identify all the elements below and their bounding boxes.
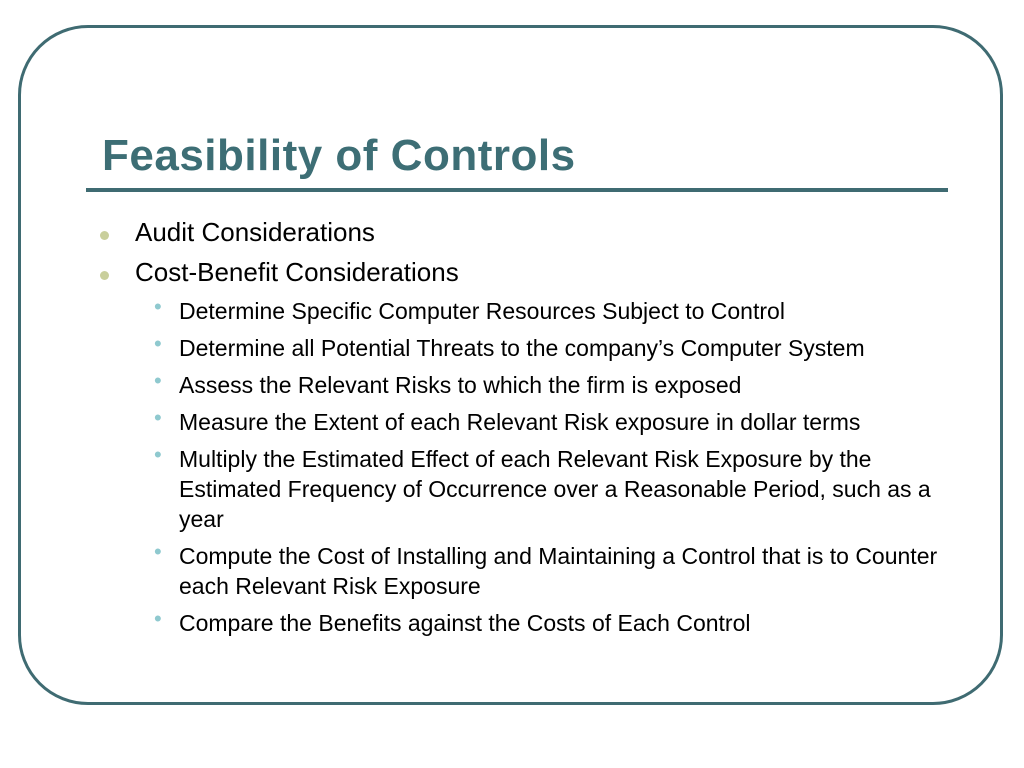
title-divider — [86, 188, 948, 192]
sub-bullet-item — [96, 444, 976, 534]
round-dot-icon — [100, 231, 109, 240]
sub-bullet-item — [96, 541, 976, 601]
sub-bullet-text: Multiply the Estimated Effect of each Relevant Risk Exposure by the Estimated Frequency of Occurrence over a Reasonable Period, such as a year — [179, 446, 931, 532]
bullet-text: Audit Considerations — [135, 217, 375, 247]
small-dot-icon: • — [154, 442, 162, 467]
sub-bullet-item — [96, 608, 976, 638]
sub-bullet-item — [96, 370, 976, 400]
slide-title: Feasibility of Controls — [102, 131, 576, 180]
sub-bullet-item — [96, 296, 976, 326]
sub-bullet-text: Determine Specific Computer Resources Subject to Control — [179, 298, 785, 324]
bullet-item-cost-benefit — [96, 257, 976, 638]
sub-bullet-list — [96, 296, 976, 638]
small-dot-icon: • — [154, 405, 162, 430]
bullet-text: Cost-Benefit Considerations — [135, 257, 459, 287]
small-dot-icon: • — [154, 606, 162, 631]
small-dot-icon: • — [154, 294, 162, 319]
bullet-list — [96, 217, 976, 648]
sub-bullet-item — [96, 333, 976, 363]
sub-bullet-text: Compute the Cost of Installing and Maintaining a Control that is to Counter each Relevant Risk Exposure — [179, 543, 938, 599]
sub-bullet-text: Determine all Potential Threats to the company’s Computer System — [179, 335, 865, 361]
bullet-item-audit — [96, 217, 976, 247]
small-dot-icon: • — [154, 368, 162, 393]
sub-bullet-text: Compare the Benefits against the Costs of Each Control — [179, 610, 751, 636]
small-dot-icon: • — [154, 331, 162, 356]
sub-bullet-text: Assess the Relevant Risks to which the firm is exposed — [179, 372, 742, 398]
sub-bullet-text: Measure the Extent of each Relevant Risk exposure in dollar terms — [179, 409, 861, 435]
round-dot-icon — [100, 271, 109, 280]
small-dot-icon: • — [154, 539, 162, 564]
sub-bullet-item — [96, 407, 976, 437]
